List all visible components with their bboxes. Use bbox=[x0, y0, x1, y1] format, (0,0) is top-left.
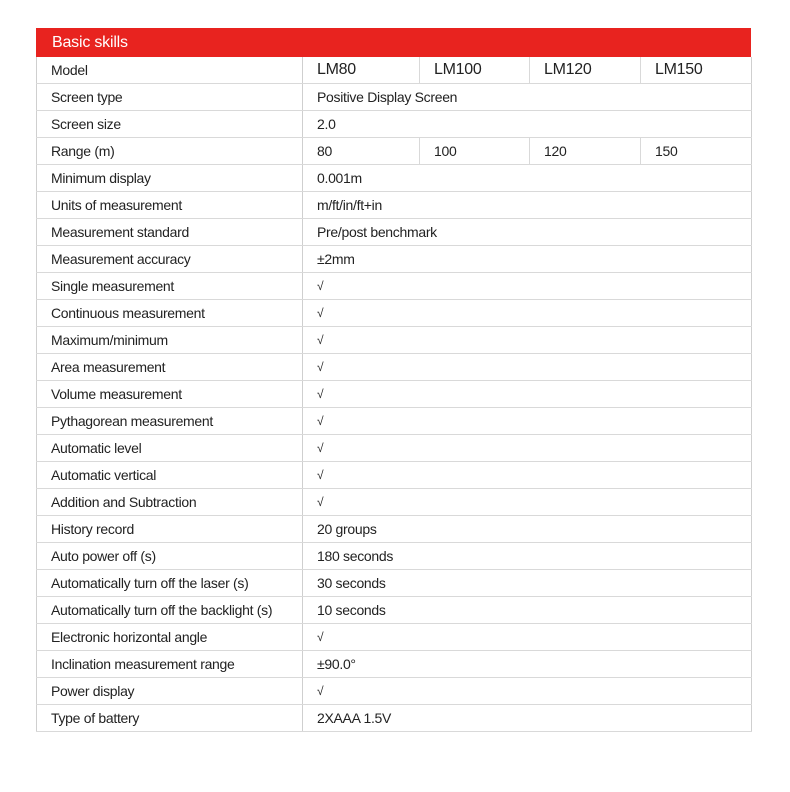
check-mark: √ bbox=[303, 489, 752, 516]
table-row bbox=[37, 165, 752, 192]
row-label: Screen type bbox=[37, 84, 303, 111]
check-mark: √ bbox=[303, 678, 752, 705]
row-value: 2.0 bbox=[303, 111, 752, 138]
row-label: Power display bbox=[37, 678, 303, 705]
check-mark: √ bbox=[303, 300, 752, 327]
table-row bbox=[37, 138, 752, 165]
row-value: 2XAAA 1.5V bbox=[303, 705, 752, 732]
row-value: ±2mm bbox=[303, 246, 752, 273]
row-label: Minimum display bbox=[37, 165, 303, 192]
row-value: 0.001m bbox=[303, 165, 752, 192]
table-row bbox=[37, 219, 752, 246]
row-value: Pre/post benchmark bbox=[303, 219, 752, 246]
row-label: Automatically turn off the laser (s) bbox=[37, 570, 303, 597]
row-label: Pythagorean measurement bbox=[37, 408, 303, 435]
row-label: Addition and Subtraction bbox=[37, 489, 303, 516]
check-mark: √ bbox=[303, 408, 752, 435]
range-cell: 100 bbox=[420, 138, 530, 165]
table-row bbox=[37, 435, 752, 462]
check-mark: √ bbox=[303, 327, 752, 354]
row-label: Units of measurement bbox=[37, 192, 303, 219]
row-value: 180 seconds bbox=[303, 543, 752, 570]
row-label: Automatic vertical bbox=[37, 462, 303, 489]
spec-sheet bbox=[36, 28, 751, 732]
row-label: Automatic level bbox=[37, 435, 303, 462]
row-label: Type of battery bbox=[37, 705, 303, 732]
row-label: Single measurement bbox=[37, 273, 303, 300]
row-label: Electronic horizontal angle bbox=[37, 624, 303, 651]
table-row bbox=[37, 408, 752, 435]
row-label: Measurement standard bbox=[37, 219, 303, 246]
check-mark: √ bbox=[303, 381, 752, 408]
table-row bbox=[37, 273, 752, 300]
table-row bbox=[37, 354, 752, 381]
model-cell: LM100 bbox=[420, 57, 530, 84]
row-value: 20 groups bbox=[303, 516, 752, 543]
row-value: m/ft/in/ft+in bbox=[303, 192, 752, 219]
table-row bbox=[37, 705, 752, 732]
table-row bbox=[37, 246, 752, 273]
table-row bbox=[37, 300, 752, 327]
check-mark: √ bbox=[303, 435, 752, 462]
row-label: Auto power off (s) bbox=[37, 543, 303, 570]
table-row bbox=[37, 624, 752, 651]
row-label: Volume measurement bbox=[37, 381, 303, 408]
row-value: 30 seconds bbox=[303, 570, 752, 597]
row-label: Measurement accuracy bbox=[37, 246, 303, 273]
table-row bbox=[37, 381, 752, 408]
spec-table bbox=[36, 57, 752, 732]
row-value: ±90.0° bbox=[303, 651, 752, 678]
row-value: Positive Display Screen bbox=[303, 84, 752, 111]
range-cell: 150 bbox=[641, 138, 752, 165]
row-label: Maximum/minimum bbox=[37, 327, 303, 354]
table-row bbox=[37, 570, 752, 597]
row-label: Screen size bbox=[37, 111, 303, 138]
table-row bbox=[37, 543, 752, 570]
table-row bbox=[37, 192, 752, 219]
table-row bbox=[37, 678, 752, 705]
model-cell: LM150 bbox=[641, 57, 752, 84]
check-mark: √ bbox=[303, 273, 752, 300]
check-mark: √ bbox=[303, 462, 752, 489]
row-value: 10 seconds bbox=[303, 597, 752, 624]
row-label: Model bbox=[37, 57, 303, 84]
row-label: Range (m) bbox=[37, 138, 303, 165]
section-title: Basic skills bbox=[52, 34, 128, 51]
table-row bbox=[37, 84, 752, 111]
row-label: Inclination measurement range bbox=[37, 651, 303, 678]
table-row bbox=[37, 462, 752, 489]
section-header bbox=[36, 28, 751, 57]
table-row bbox=[37, 111, 752, 138]
check-mark: √ bbox=[303, 354, 752, 381]
range-cell: 80 bbox=[303, 138, 420, 165]
model-cell: LM120 bbox=[530, 57, 641, 84]
range-cell: 120 bbox=[530, 138, 641, 165]
row-label: Continuous measurement bbox=[37, 300, 303, 327]
row-label: History record bbox=[37, 516, 303, 543]
table-row bbox=[37, 651, 752, 678]
check-mark: √ bbox=[303, 624, 752, 651]
table-row bbox=[37, 57, 752, 84]
row-label: Automatically turn off the backlight (s) bbox=[37, 597, 303, 624]
model-cell: LM80 bbox=[303, 57, 420, 84]
table-row bbox=[37, 327, 752, 354]
table-row bbox=[37, 516, 752, 543]
row-label: Area measurement bbox=[37, 354, 303, 381]
table-row bbox=[37, 489, 752, 516]
table-row bbox=[37, 597, 752, 624]
